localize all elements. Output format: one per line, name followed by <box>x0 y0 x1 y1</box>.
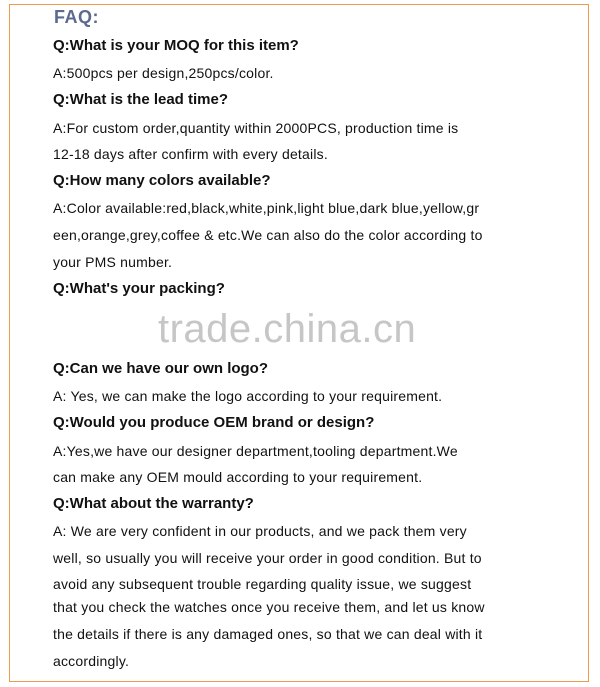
question-oem: Q:Would you produce OEM brand or design? <box>53 414 375 431</box>
answer-colors-1: A:Color available:red,black,white,pink,light blue,dark blue,yellow,gr <box>53 200 480 216</box>
answer-logo: A: Yes, we can make the logo according to your requirement. <box>53 388 443 404</box>
answer-colors-2: een,orange,grey,coffee & etc.We can also do the color according to <box>53 227 483 243</box>
question-logo: Q:Can we have our own logo? <box>53 360 269 377</box>
faq-title: FAQ: <box>54 7 99 27</box>
question-colors: Q:How many colors available? <box>53 172 271 189</box>
answer-oem-2: can make any OEM mould according to your requirement. <box>53 469 423 485</box>
question-packing: Q:What's your packing? <box>53 280 225 297</box>
answer-warranty-6: accordingly. <box>53 653 130 669</box>
answer-colors-3: your PMS number. <box>53 254 173 270</box>
answer-oem-1: A:Yes,we have our designer department,tooling department.We <box>53 443 458 459</box>
answer-warranty-2: well, so usually you will receive your order in good condition. But to <box>53 550 482 566</box>
answer-warranty-4: that you check the watches once you receive them, and let us know <box>53 599 485 615</box>
question-warranty: Q:What about the warranty? <box>53 495 254 512</box>
answer-moq: A:500pcs per design,250pcs/color. <box>53 65 274 81</box>
answer-lead-time-1: A:For custom order,quantity within 2000PCS, production time is <box>53 120 459 136</box>
answer-warranty-5: the details if there is any damaged ones, so that we can deal with it <box>53 626 483 642</box>
answer-warranty-3: avoid any subsequent trouble regarding quality issue, we suggest <box>53 576 472 592</box>
question-lead-time: Q:What is the lead time? <box>53 91 229 108</box>
watermark-text: trade.china.cn <box>158 307 417 351</box>
answer-lead-time-2: 12-18 days after confirm with every details. <box>53 146 328 162</box>
question-moq: Q:What is your MOQ for this item? <box>53 37 299 54</box>
answer-warranty-1: A: We are very confident in our products, and we pack them very <box>53 523 467 539</box>
